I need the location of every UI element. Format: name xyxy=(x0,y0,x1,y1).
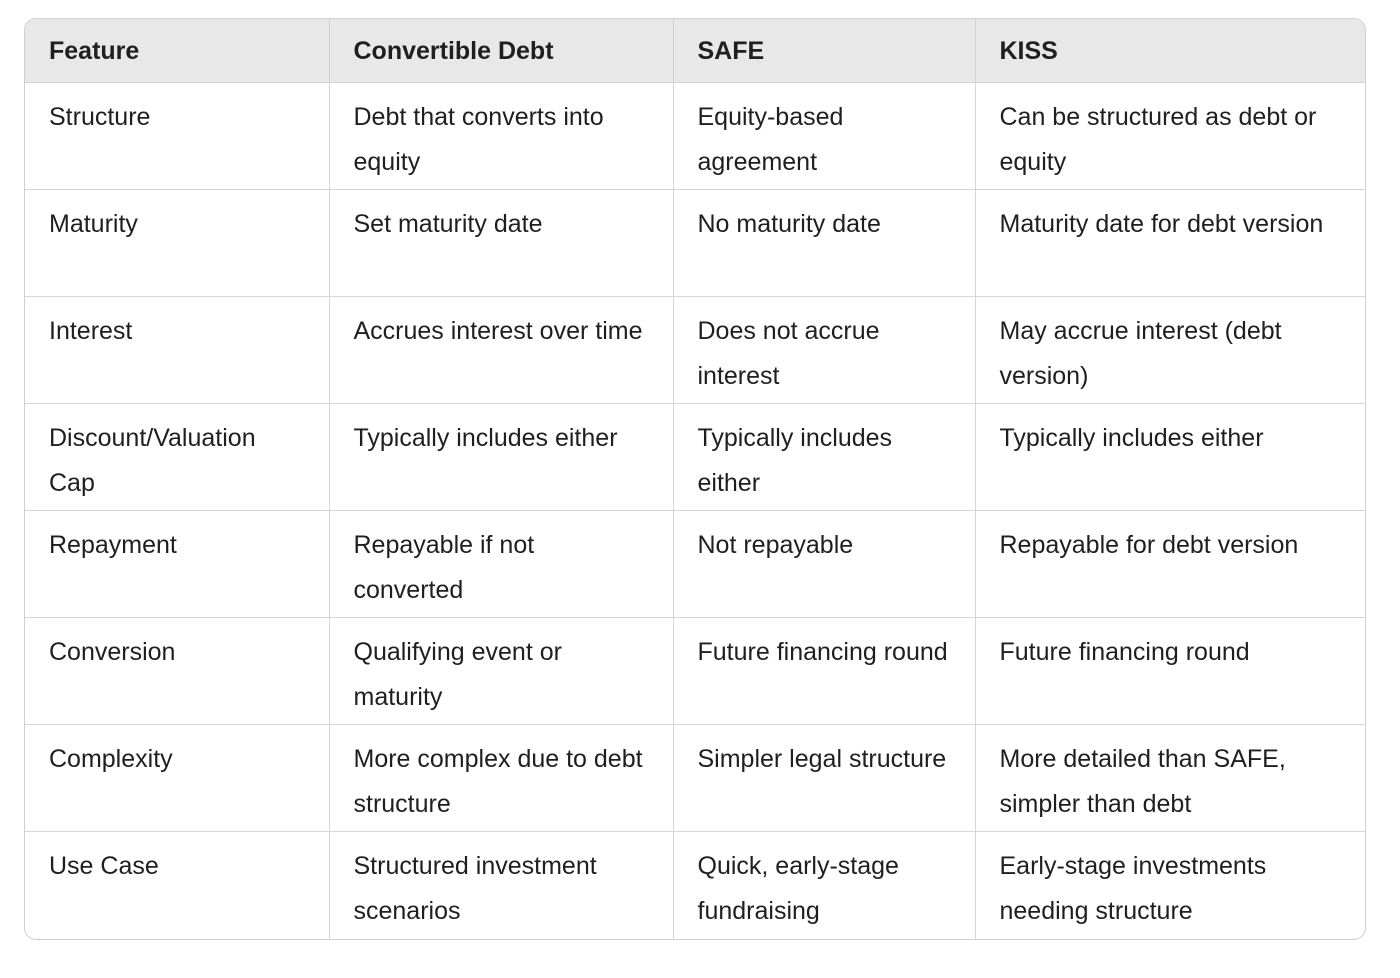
table-cell: Maturity date for debt version xyxy=(975,189,1365,296)
table-cell: More detailed than SAFE, simpler than debt xyxy=(975,725,1365,832)
table-cell: Not repayable xyxy=(673,511,975,618)
row-label-cell: Conversion xyxy=(25,618,329,725)
row-label-cell: Maturity xyxy=(25,189,329,296)
table-cell: Structured investment scenarios xyxy=(329,832,673,939)
table-row xyxy=(25,403,1365,510)
table-row xyxy=(25,82,1365,189)
table-body xyxy=(25,82,1365,939)
table-cell: Can be structured as debt or equity xyxy=(975,82,1365,189)
table-cell: Future financing round xyxy=(673,618,975,725)
table-cell: Set maturity date xyxy=(329,189,673,296)
column-header-feature: Feature xyxy=(25,19,329,82)
table-cell: Typically includes either xyxy=(329,403,673,510)
row-label-cell: Complexity xyxy=(25,725,329,832)
table-cell: Early-stage investments needing structure xyxy=(999,852,1267,926)
comparison-table xyxy=(25,19,1365,939)
table-cell: More complex due to debt structure xyxy=(329,725,673,832)
table-cell: Equity-based agreement xyxy=(673,82,975,189)
table-row xyxy=(25,618,1365,725)
table-cell: Typically includes either xyxy=(975,403,1365,510)
table-row xyxy=(25,296,1365,403)
table-row xyxy=(25,189,1365,296)
row-label-cell: Discount/Valuation Cap xyxy=(25,403,329,510)
comparison-table-container xyxy=(24,18,1366,940)
table-cell: Debt that converts into equity xyxy=(329,82,673,189)
column-header-safe: SAFE xyxy=(673,19,975,82)
table-cell: May accrue interest (debt version) xyxy=(975,296,1365,403)
table-row xyxy=(25,725,1365,832)
row-label-cell: Repayment xyxy=(25,511,329,618)
table-cell: Does not accrue interest xyxy=(673,296,975,403)
header-row xyxy=(25,19,1365,82)
table-row xyxy=(25,832,1365,939)
table-cell: Future financing round xyxy=(975,618,1365,725)
table-cell: Typically includes either xyxy=(673,403,975,510)
table-cell: Quick, early-stage fundraising xyxy=(673,832,975,939)
row-label-cell: Structure xyxy=(25,82,329,189)
table-row xyxy=(25,511,1365,618)
table-cell: Accrues interest over time xyxy=(329,296,673,403)
table-cell: Repayable if not converted xyxy=(329,511,673,618)
column-header-convertible-debt: Convertible Debt xyxy=(329,19,673,82)
row-label-cell: Use Case xyxy=(25,832,329,939)
table-cell: Repayable for debt version xyxy=(975,511,1365,618)
column-header-kiss: KISS xyxy=(975,19,1365,82)
table-header xyxy=(25,19,1365,82)
table-cell: Simpler legal structure xyxy=(673,725,975,832)
row-label-cell: Interest xyxy=(25,296,329,403)
table-cell: No maturity date xyxy=(673,189,975,296)
table-cell: Qualifying event or maturity xyxy=(329,618,673,725)
